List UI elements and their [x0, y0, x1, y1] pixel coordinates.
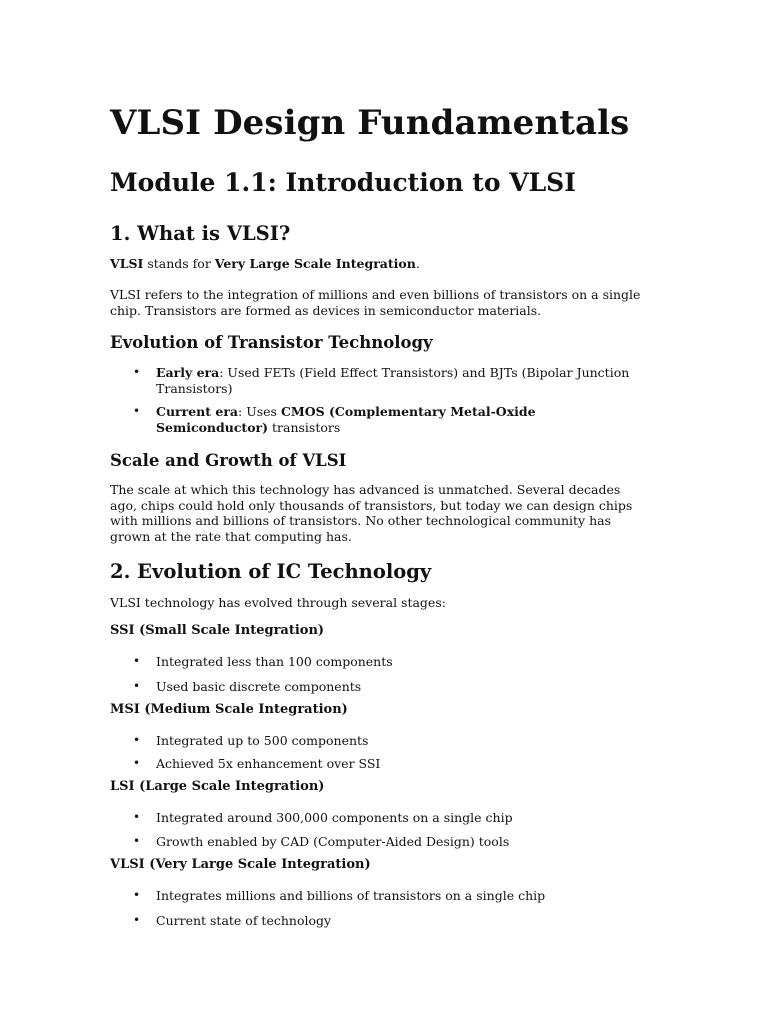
bullet-icon: •: [133, 365, 141, 379]
stands-for-paragraph: [110, 256, 650, 272]
list-item-text: Integrated around 300,000 components on a single chip: [156, 810, 513, 825]
list-item-text: Integrated less than 100 components: [156, 654, 393, 669]
bullet-icon: •: [133, 913, 141, 927]
list-item-text: [156, 404, 646, 435]
stage-heading-msi: MSI (Medium Scale Integration): [110, 702, 348, 717]
bullet-icon: •: [133, 834, 141, 848]
list-item-text: [156, 365, 646, 396]
section-heading-evolution-ic: 2. Evolution of IC Technology: [110, 560, 432, 583]
list-item-text: Current state of technology: [156, 913, 332, 928]
list-item-text: Integrates millions and billions of transistors on a single chip: [156, 888, 546, 903]
bullet-icon: •: [133, 756, 141, 770]
list-item-bold: CMOS (Complementary Metal-Oxide Semiconductor): [156, 404, 536, 435]
list-item-text: Integrated up to 500 components: [156, 733, 369, 748]
bullet-icon: •: [133, 888, 141, 902]
list-item-text: Achieved 5x enhancement over SSI: [156, 756, 381, 771]
term-expansion: Very Large Scale Integration: [214, 256, 416, 271]
list-item-label: Current era: [156, 404, 239, 419]
document-title: VLSI Design Fundamentals: [110, 103, 630, 143]
stage-heading-lsi: LSI (Large Scale Integration): [110, 779, 325, 794]
term-vlsi: VLSI: [110, 256, 144, 271]
list-item-text: Used basic discrete components: [156, 679, 362, 694]
bullet-icon: •: [133, 654, 141, 668]
subheading-scale-growth: Scale and Growth of VLSI: [110, 451, 347, 470]
bullet-icon: •: [133, 404, 141, 418]
subheading-evolution-transistor: Evolution of Transistor Technology: [110, 333, 433, 352]
list-item-body: : Uses: [238, 404, 281, 419]
list-item-tail: transistors: [268, 419, 341, 435]
list-item-body: : Used FETs (Field Effect Transistors) and BJTs (Bipolar Junction Transistors): [156, 365, 630, 396]
vlsi-definition-paragraph: VLSI refers to the integration of millions and even billions of transistors on a single chip. Transistors are formed as devices in semiconductor materials.: [110, 287, 641, 318]
list-item-text: Growth enabled by CAD (Computer-Aided Design) tools: [156, 834, 510, 849]
stands-for-text: stands for: [143, 256, 215, 271]
bullet-icon: •: [133, 810, 141, 824]
stage-heading-vlsi: VLSI (Very Large Scale Integration): [110, 857, 371, 872]
scale-growth-paragraph: The scale at which this technology has advanced is unmatched. Several decades ago, chips could hold only thousands of transistors, but today we can design chips with millions and billions of transistors. No other technological community has grown at the rate that computing has.: [110, 482, 633, 544]
list-item-label: Early era: [156, 365, 220, 380]
bullet-icon: •: [133, 679, 141, 693]
module-title: Module 1.1: Introduction to VLSI: [110, 168, 576, 197]
stands-for-end: .: [415, 256, 420, 271]
section-heading-what-is-vlsi: 1. What is VLSI?: [110, 222, 291, 245]
bullet-icon: •: [133, 733, 141, 747]
stage-heading-ssi: SSI (Small Scale Integration): [110, 623, 325, 638]
evolution-intro-paragraph: VLSI technology has evolved through several stages:: [110, 595, 446, 610]
